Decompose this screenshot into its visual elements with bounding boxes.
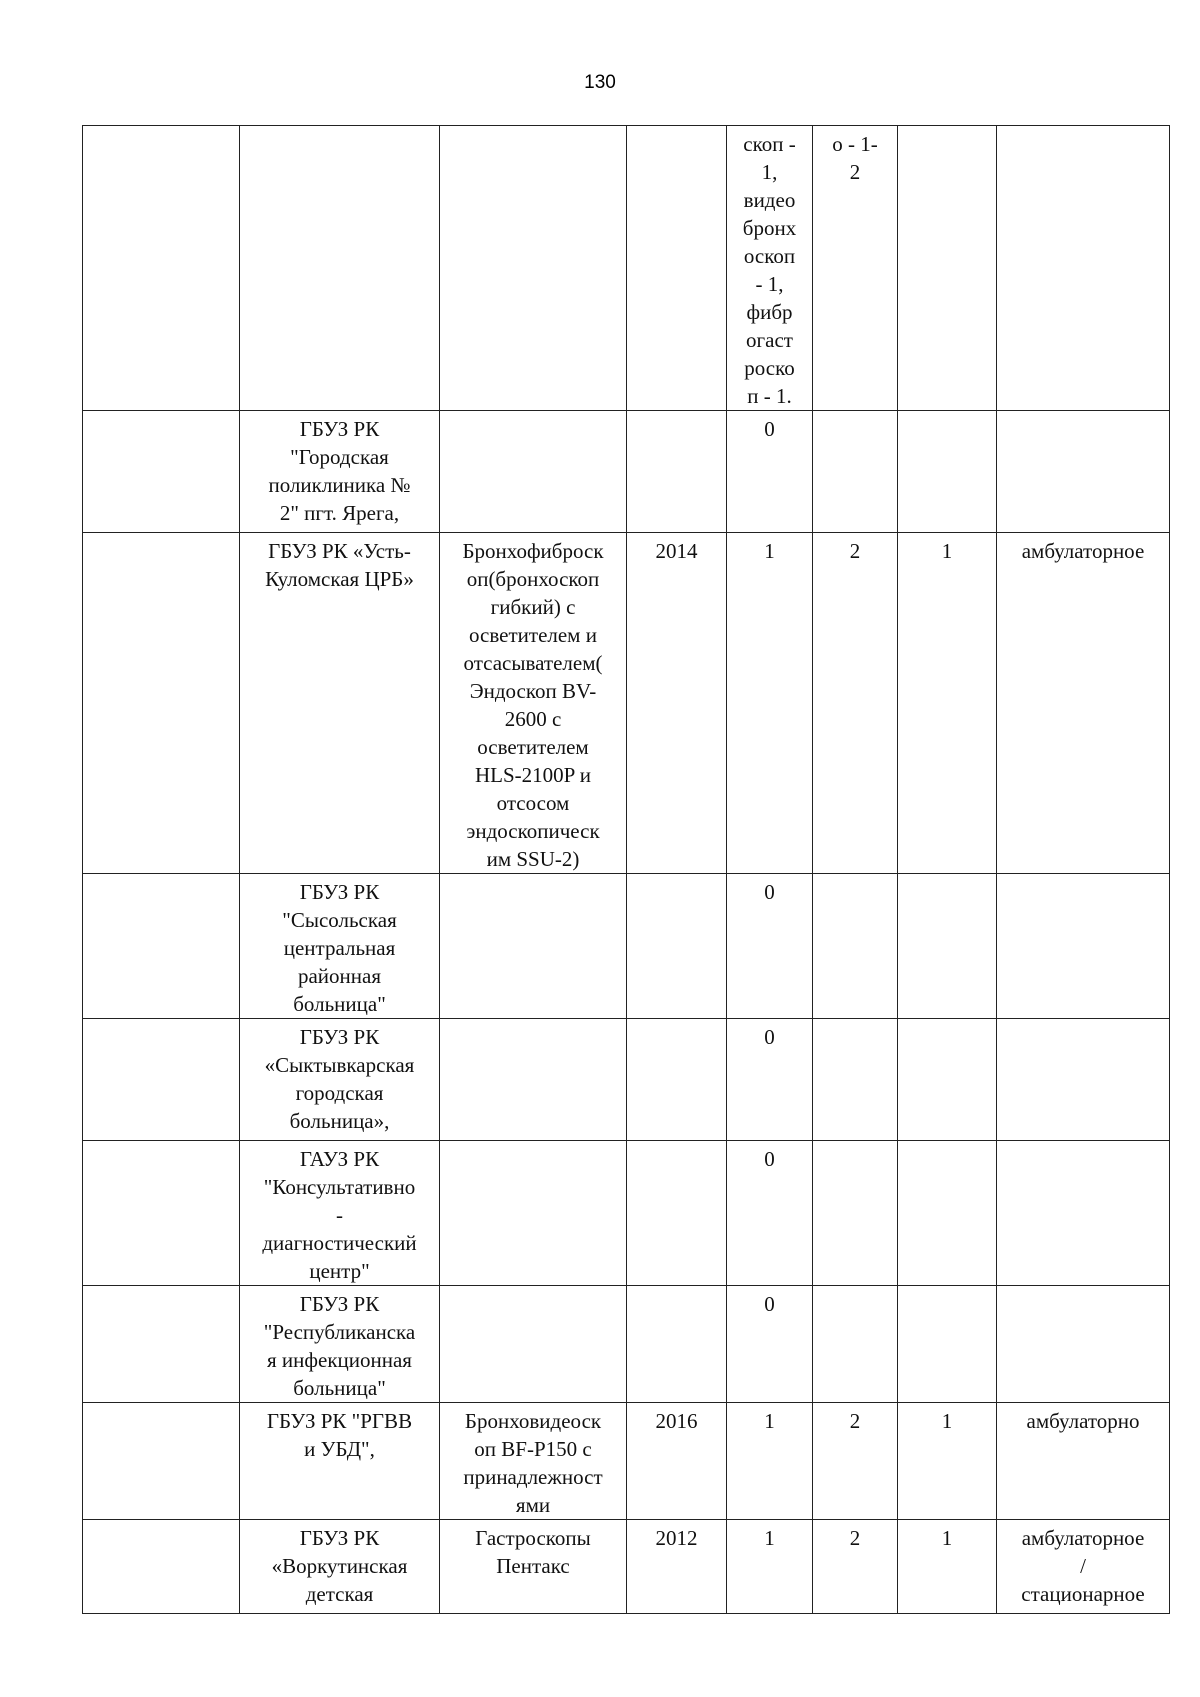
table-cell xyxy=(627,1286,727,1403)
equipment-table xyxy=(82,125,1170,1614)
table-cell xyxy=(440,1141,627,1286)
table-cell xyxy=(440,411,627,533)
table-cell xyxy=(997,411,1170,533)
table-cell: 1 xyxy=(898,533,997,874)
table-cell xyxy=(997,874,1170,1019)
page-number: 130 xyxy=(584,72,616,93)
table-cell: 0 xyxy=(727,1286,813,1403)
table-cell: 2 xyxy=(813,533,898,874)
table-row xyxy=(83,533,1170,874)
table-cell xyxy=(83,533,240,874)
table-cell: 0 xyxy=(727,1141,813,1286)
table-row xyxy=(83,1520,1170,1614)
table-cell: 1 xyxy=(727,1520,813,1614)
table-cell: ГБУЗ РК "Сысольская центральная районная больница" xyxy=(240,874,440,1019)
table-cell xyxy=(83,1019,240,1141)
table-cell xyxy=(627,411,727,533)
table-cell xyxy=(997,1141,1170,1286)
table-cell: 0 xyxy=(727,874,813,1019)
table-cell: 2 xyxy=(813,1520,898,1614)
table-cell xyxy=(997,1019,1170,1141)
table-cell xyxy=(83,126,240,411)
table-cell: амбулаторное xyxy=(997,533,1170,874)
table-cell xyxy=(898,126,997,411)
table-cell: ГБУЗ РК "Республиканска я инфекционная больница" xyxy=(240,1286,440,1403)
table-cell xyxy=(997,126,1170,411)
table-cell: о - 1- 2 xyxy=(813,126,898,411)
table-cell xyxy=(627,1141,727,1286)
table-row xyxy=(83,1141,1170,1286)
table-cell xyxy=(898,1019,997,1141)
table-cell: 2 xyxy=(813,1403,898,1520)
table-cell: 1 xyxy=(898,1520,997,1614)
table-cell: 2016 xyxy=(627,1403,727,1520)
table-cell: амбулаторно xyxy=(997,1403,1170,1520)
table-cell xyxy=(440,126,627,411)
table-cell xyxy=(240,126,440,411)
table-cell xyxy=(440,1019,627,1141)
table-cell: 0 xyxy=(727,411,813,533)
table-cell xyxy=(83,411,240,533)
table-row xyxy=(83,874,1170,1019)
table-cell: ГБУЗ РК "РГВВ и УБД", xyxy=(240,1403,440,1520)
table-cell xyxy=(83,1141,240,1286)
table-cell: ГБУЗ РК "Городская поликлиника № 2" пгт. Ярега, xyxy=(240,411,440,533)
table-cell xyxy=(440,874,627,1019)
table-cell: скоп - 1, видео бронх оскоп - 1, фибр огаст роско п - 1. xyxy=(727,126,813,411)
table-row xyxy=(83,1403,1170,1520)
table-cell xyxy=(627,126,727,411)
table-cell xyxy=(83,1286,240,1403)
table-cell xyxy=(813,1286,898,1403)
table-cell: 1 xyxy=(898,1403,997,1520)
table-cell xyxy=(627,874,727,1019)
table-cell xyxy=(627,1019,727,1141)
table-cell: ГБУЗ РК «Сыктывкарская городская больница», xyxy=(240,1019,440,1141)
table-cell: 0 xyxy=(727,1019,813,1141)
table-row xyxy=(83,411,1170,533)
table-row xyxy=(83,126,1170,411)
table-cell xyxy=(898,874,997,1019)
table-cell: Гастроскопы Пентакс xyxy=(440,1520,627,1614)
table-cell xyxy=(898,411,997,533)
table-cell xyxy=(813,874,898,1019)
table-cell xyxy=(440,1286,627,1403)
table-cell: 1 xyxy=(727,533,813,874)
table-cell: 2014 xyxy=(627,533,727,874)
table-cell: ГАУЗ РК "Консультативно - диагностический центр" xyxy=(240,1141,440,1286)
table-cell xyxy=(83,1520,240,1614)
table-cell xyxy=(997,1286,1170,1403)
table-cell: амбулаторное / стационарное xyxy=(997,1520,1170,1614)
table-cell: ГБУЗ РК «Воркутинская детская xyxy=(240,1520,440,1614)
table-cell xyxy=(813,1019,898,1141)
table-cell xyxy=(898,1286,997,1403)
table-row xyxy=(83,1286,1170,1403)
table-cell: Бронховидеоск оп BF-P150 с принадлежност ями xyxy=(440,1403,627,1520)
table-cell: Бронхофиброск оп(бронхоскоп гибкий) с осветителем и отсасывателем( Эндоскоп BV- 2600 с осветителем HLS-2100P и отсосом эндоскопическ им SSU-2) xyxy=(440,533,627,874)
table-cell: 2012 xyxy=(627,1520,727,1614)
table-cell xyxy=(898,1141,997,1286)
table-cell xyxy=(83,874,240,1019)
table-cell: 1 xyxy=(727,1403,813,1520)
table-cell xyxy=(813,411,898,533)
table-cell xyxy=(813,1141,898,1286)
table-cell: ГБУЗ РК «Усть- Куломская ЦРБ» xyxy=(240,533,440,874)
table-row xyxy=(83,1019,1170,1141)
table-cell xyxy=(83,1403,240,1520)
